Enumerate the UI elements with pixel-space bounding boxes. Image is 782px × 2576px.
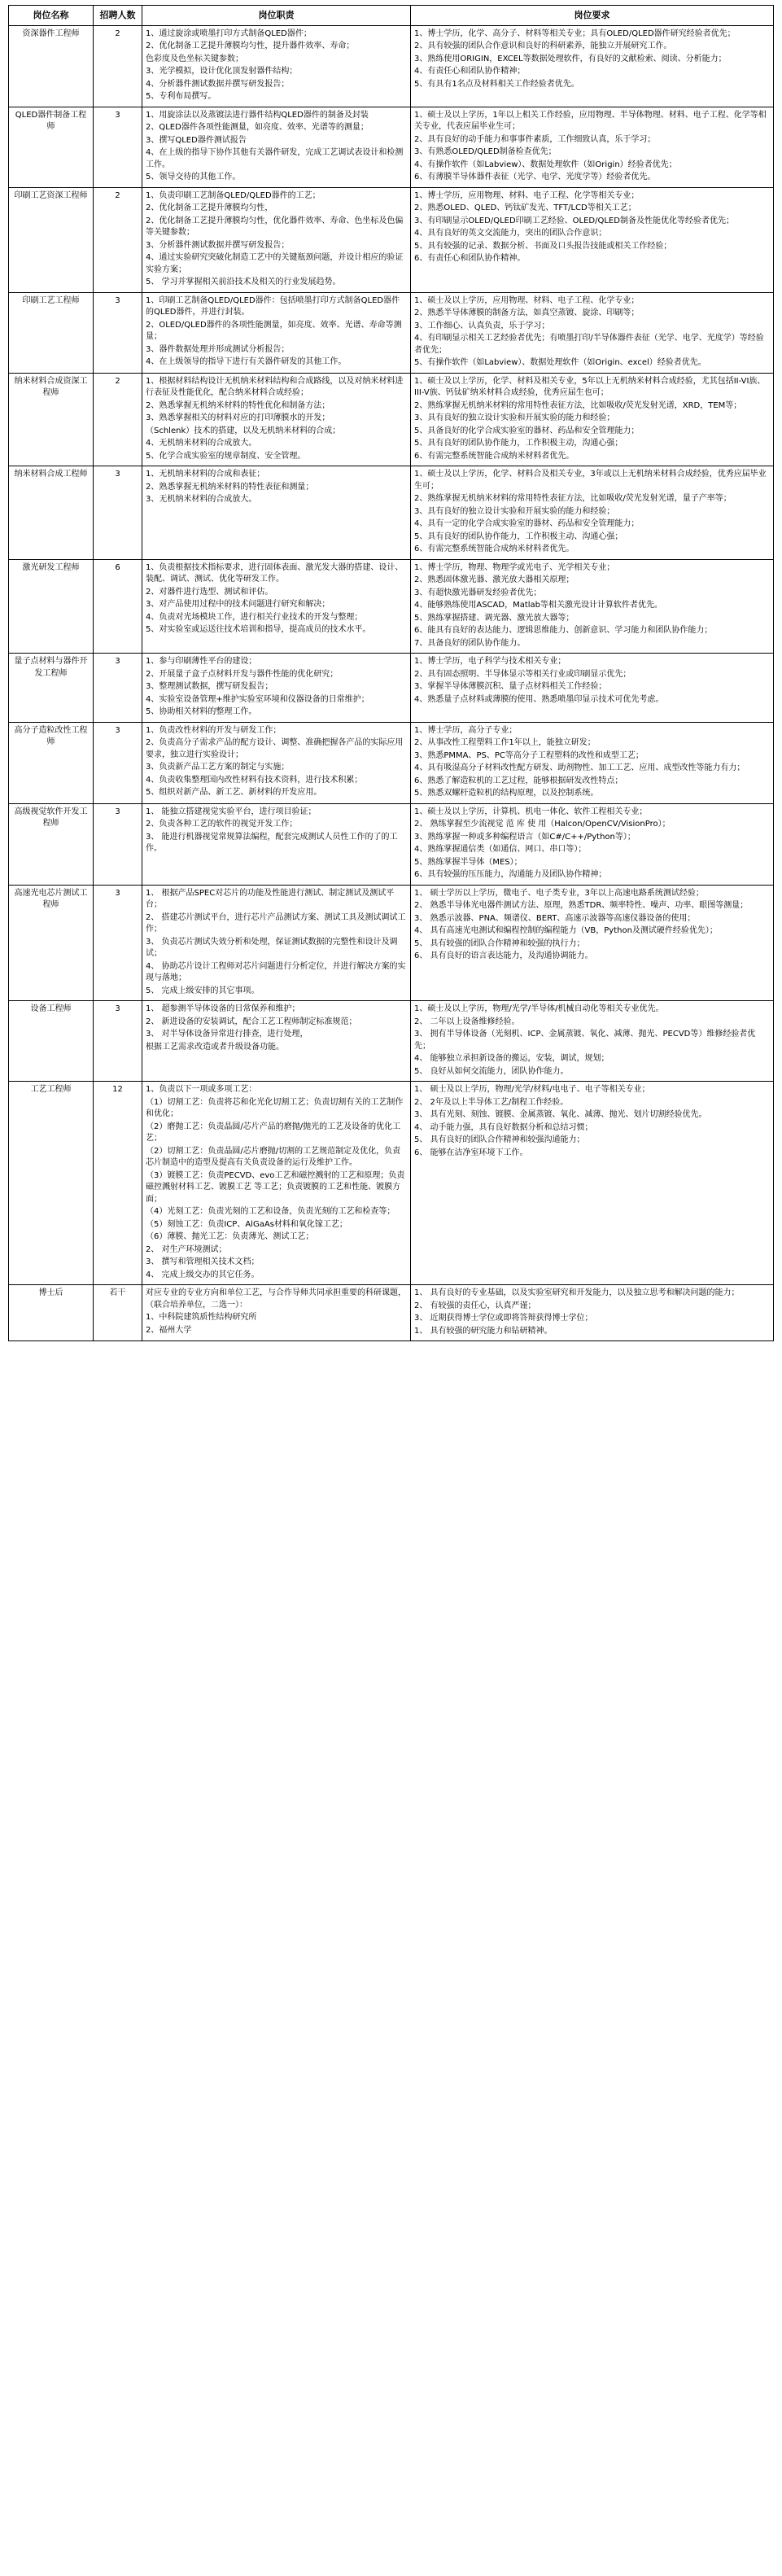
duties-cell-item: 5、对实验室或运送往技术培训和指导，提高成员的技术水平。 [146,625,371,635]
requirements-cell-item: 4、 能够独立承担新设备的搬运，安装，调试，规划； [414,1054,609,1064]
header-requirements: 岗位要求 [411,6,774,26]
duties-cell-item: 3、熟悉掌握相关的材料对应的打印薄膜水的开发； [146,413,330,423]
requirements-cell-item: 4、具有吸湿高分子材料改性配方研发、助剂物性、加工工艺、应用、成型改性等能力有力； [414,763,745,773]
table-row [9,722,774,803]
requirements-cell-item: 2、从事改性工程塑料工作1年以上，能独立研发； [414,738,596,748]
headcount-cell: 2 [94,187,142,292]
requirements-cell-item: 2、具有较强的团队合作意识和良好的科研素养，能独立开展研究工作。 [414,42,672,51]
duties-cell-item: 2、QLED器件各项性能测量，如亮度、效率、光谱等的测量； [146,123,369,133]
duties-cell-item: 4、负责收集整理国内改性材料有技术资料，进行技术积累； [146,775,363,785]
duties-cell-item: 色彩度及色坐标关键参数； [146,54,243,63]
duties-cell-item: 4、实验室设备管理+维护实验室环境和仪器设备的日常维护； [146,694,369,704]
requirements-cell-item: 2、 有较强的责任心，认真严谨； [414,1301,536,1310]
requirements-cell-item: 1、硕士及以上学历，化学、材料及相关专业，5年以上无机纳米材料合成经验，尤其包括II-VI族、III-V族、钙钛矿纳米材料合成经验，优秀应届生也可； [414,376,766,398]
duties-cell-item: 4、在上级的指导下协作其他有关器件研发，完成工艺调试表设计和检测工作。 [146,148,404,169]
requirements-cell-item: 1、硕士及以上学历，1年以上相关工作经验，应用物理、半导体物理、材料、电子工程、化学等相关专业，代表应届毕业生可； [414,110,767,132]
duties-cell-item: （3）镀膜工艺：负责PECVD、evo工艺和磁控溅射的工艺和原理；负责磁控溅射材料工艺、镀膜工艺 等工艺；负责镀膜的工艺和性能、镀膜方面； [146,1170,405,1204]
headcount-cell: 3 [94,1001,142,1082]
headcount-cell: 3 [94,107,142,187]
requirements-cell [411,1001,774,1082]
job-name-cell: 资深器件工程师 [9,25,94,107]
requirements-cell-item: 5、有操作软件（如Labview）、数据处理软件（如Origin、excel）经验者优先。 [414,358,706,368]
table-row [9,559,774,654]
requirements-cell-item: 5、具有良好的团队协作能力，工作积极主动，沟通心强； [414,439,623,448]
headcount-cell: 2 [94,373,142,466]
requirements-cell-item: 1、硕士及以上学历，化学、材料合及相关专业，3年或以上无机纳米材料合成经验，优秀应届毕业生可； [414,470,767,491]
requirements-cell-item: 2、 熟悉半导体光电器件测试方法、原理，熟悉TDR、频率特性、噪声、功率、眼图等测量； [414,901,749,911]
duties-cell-item: 1、负责以下一项或多项工艺： [146,1085,257,1095]
requirements-cell-item: 2、熟悉OLED、QLED、钙钛矿发光、TFT/LCD等相关工艺； [414,203,636,213]
job-name-cell: 印刷工艺资深工程师 [9,187,94,292]
duties-cell-item: 1、 根据产品SPEC对芯片的功能及性能进行测试、制定测试及测试平台； [146,888,395,910]
requirements-cell [411,1082,774,1285]
headcount-cell: 3 [94,885,142,1001]
table-header-row [9,6,774,26]
header-job-name: 岗位名称 [9,6,94,26]
requirements-cell-item: 3、熟练掌握一种或多种编程语言（如C#/C++/Python等）； [414,832,636,842]
requirements-cell-item: 1、 具有较强的研究能力和钻研精神。 [414,1326,553,1336]
table-row [9,292,774,373]
headcount-cell: 若干 [94,1285,142,1341]
requirements-cell-item: 3、具有良好的独立设计实验和开展实验的能力和经验； [414,413,615,423]
requirements-cell-item: 1、硕士及以上学历，物理/光学/半导体/机械自动化等相关专业优先。 [414,1004,664,1014]
table-row [9,654,774,723]
duties-cell-item: 1、无机纳米材料的合成和表征； [146,470,265,479]
requirements-cell [411,722,774,803]
requirements-cell-item: 3、 近期获得博士学位或即将答辩获得博士学位； [414,1314,593,1323]
duties-cell-item: 1、参与印刷薄性平台的建设； [146,657,257,667]
headcount-cell: 3 [94,292,142,373]
requirements-cell-item: 3、有超快激光器研发经验者优先； [414,588,542,597]
requirements-cell [411,187,774,292]
duties-cell-item: 2、负责高分子需求产品的配方设计、调整、准确把握各产品的实际应用要求，独立进行实验设计； [146,738,404,759]
duties-cell [142,466,411,560]
duties-cell-item: 1、负责印刷工艺制备QLED/QLED器件的工艺； [146,190,321,200]
duties-cell-item: 2、 搭建芯片测试平台，进行芯片产品测试方案、测试工具及测试调试工作； [146,912,406,934]
requirements-cell-item: 6、有薄膜半导体器件表征（光学、电学、光度学等）经验者优先。 [414,173,656,182]
duties-cell-item: （2）切割工艺：负责晶圆/芯片磨抛/切割的工艺规范制定及优化，负责芯片制造中的造型及提高有关负责设备的运行及维护工作。 [146,1146,401,1168]
requirements-cell-item: 1、硕士及以上学历，计算机、机电一体化、软件工程相关专业； [414,807,648,816]
requirements-cell [411,25,774,107]
requirements-cell-item: 6、有需完整系统智能合成纳米材料者优先。 [414,545,574,554]
requirements-cell [411,803,774,885]
table-row [9,1082,774,1285]
duties-cell [142,722,411,803]
duties-cell-item: 3、分析器件测试数据并撰写研发报告； [146,240,290,250]
duties-cell-item: 1、负责改性材料的开发与研发工作； [146,725,282,735]
requirements-cell-item: 3、工作细心、认真负责，乐于学习； [414,321,550,330]
duties-cell [142,803,411,885]
duties-cell-item: 5、专利布局撰写。 [146,92,216,102]
requirements-cell-item: 3、熟悉PMMA、PS、PC等高分子工程塑料的改性和成型工艺； [414,750,644,760]
requirements-cell [411,1285,774,1341]
job-name-cell: 量子点材料与器件开发工程师 [9,654,94,723]
requirements-cell-item: 2、熟悉半导体薄膜的制备方法，如真空蒸镀、旋涂、印刷等； [414,308,640,318]
duties-cell-item: 3、 负责芯片测试失效分析和处理，保证测试数据的完整性和设计及调试； [146,937,398,959]
requirements-cell-item: 4、熟悉量子点材料或薄膜的使用、熟悉喷墨印显示技术可优先考虑。 [414,694,664,704]
duties-cell-item: 2、负责各种工艺的软件的视觉开发工作； [146,820,298,829]
requirements-cell-item: 5、具有良好的团队协作能力，工作积极主动、沟通心强； [414,531,623,541]
duties-cell-item: 3、整理测试数据，撰写研发报告； [146,682,273,692]
requirements-cell-item: 4、具有一定的化学合成实验室的器材、药品和安全管理能力； [414,519,640,529]
requirements-cell-item: 3、有熟悉OLED/QLED制备检查优先； [414,147,557,157]
duties-cell-item: 2、对器件进行选型、测试和评估。 [146,587,273,597]
requirements-cell [411,654,774,723]
duties-cell-item: 3、撰写QLED器件测试报告 [146,135,247,145]
requirements-cell-item: 5、熟练掌握搭建、调光器、激光放大器等； [414,613,574,623]
duties-cell-item: （5）刻蚀工艺：负责ICP、AlGaAs材料和氧化镓工艺； [146,1219,347,1229]
job-name-cell: 设备工程师 [9,1001,94,1082]
requirements-cell-item: 6、有责任心和团队协作精神。 [414,254,526,264]
header-headcount: 招聘人数 [94,6,142,26]
duties-cell-item: 3、对产品使用过程中的技术问题进行研究和解决； [146,600,330,610]
table-row [9,1285,774,1341]
table-row [9,803,774,885]
requirements-cell-item: 3、熟练使用ORIGIN，EXCEL等数据处理软件，有良好的文献检索、阅读、分析能力； [414,54,727,63]
duties-cell-item: 1、 超参测半导体设备的日常保养和维护； [146,1004,300,1014]
headcount-cell: 3 [94,803,142,885]
duties-cell-item: 1、中科院建筑质性结构研究所 [146,1313,257,1323]
duties-cell-item: （1）切割工艺：负责将芯和化光化切割工艺；负责切割有关的工艺制作和优化； [146,1097,404,1119]
duties-cell-item: 2、 对生产环境测试； [146,1244,227,1254]
duties-cell-item: （6）薄膜、抛光工艺：负责薄光、测试工艺； [146,1232,314,1242]
requirements-cell [411,292,774,373]
duties-cell-item: 1、负责根据技术指标要求，进行固体表面、激光发大器的搭建、设计、装配、调试、测试、优化等研发工作。 [146,562,404,584]
requirements-cell [411,373,774,466]
requirements-cell-item: 4、能够熟练使用ASCAD，Matlab等相关激光设计计算软件者优先。 [414,601,663,610]
duties-cell [142,885,411,1001]
requirements-cell-item: 5、 具有良好的团队合作精神和较强沟通能力； [414,1135,585,1145]
requirements-cell-item: 2、具有良好的动手能力和事事件素质，工作细致认真，乐于学习； [414,134,656,144]
duties-cell-item: 3、负责新产品工艺方案的制定与实施； [146,763,290,772]
table-row [9,373,774,466]
requirements-cell-item: 5、 具有较强的团队合作精神和较强的执行力； [414,938,585,948]
job-name-cell: 工艺工程师 [9,1082,94,1285]
requirements-cell-item: 6、能具有良好的表达能力、逻辑思维能力、创新意识、学习能力和团队协作能力； [414,626,713,636]
headcount-cell: 3 [94,722,142,803]
duties-cell [142,1001,411,1082]
headcount-cell: 3 [94,654,142,723]
duties-cell [142,1285,411,1341]
duties-cell-item: 4、 协助芯片设计工程师对芯片问题进行分析定位，并进行解决方案的实现与落地； [146,961,406,983]
duties-cell-item: （4）光刻工艺：负责光刻的工艺和设备，负责光刻的工艺和检查等； [146,1207,395,1217]
requirements-cell-item: 2、 熟练掌握至少流视觉 范 库 使 用（Halcon/OpenCV/VisionPro）； [414,820,671,829]
requirements-cell-item: 6、熟悉了解造粒机的工艺过程，能够根据研发改性特点； [414,776,623,785]
duties-cell-item: 2、熟悉掌握无机纳米材料的特性优化和制备方法； [146,400,330,410]
requirements-cell-item: 3、 熟悉示波器、PNA、频谱仪、BERT、高速示波器等高速仪器设备的使用； [414,913,696,923]
requirements-cell-item: 5、熟练掌握半导体（MES）； [414,857,522,867]
requirements-cell-item: 3、 拥有半导体设备（光刻机、ICP、金属蒸镀、氧化、减薄、抛光、PECVD等）维修经验者优先； [414,1030,756,1051]
job-name-cell: QLED器件制备工程师 [9,107,94,187]
duties-cell-item: （2）磨抛工艺：负责晶圆/芯片产品的磨抛/抛光的工艺及设备的优化工艺； [146,1122,401,1144]
requirements-cell-item: 5、有具有1名点及材料相关工作经验者优先。 [414,79,579,89]
job-name-cell: 高级视觉软件开发工程师 [9,803,94,885]
requirements-cell-item: 2、熟悉固体激光器、激光放大器相关原理； [414,575,574,585]
duties-cell [142,654,411,723]
requirements-cell-item: 3、掌握半导体薄膜沉积、量子点材料相关工作经验； [414,682,607,692]
duties-cell-item: 1、根据材料结构设计无机纳米材料结构和合成路线，以及对纳米材料进行表征及性能优化，配合纳米材料合成经验； [146,376,404,398]
requirements-cell-item: 4、有责任心和团队协作精神； [414,67,526,77]
duties-cell-item: 3、 能进行机器视觉常规算法编程，配套完成测试人员性工作的了的工作。 [146,832,398,854]
headcount-cell: 12 [94,1082,142,1285]
duties-cell-item: 2、开展量子盒子点材料开发与器件性能的优化研究； [146,669,339,679]
requirements-cell [411,466,774,560]
duties-cell-item: 2、福州大学 [146,1325,192,1335]
duties-cell-item: 2、优化制备工艺提升薄膜均匀性，提升器件效率、寿命； [146,42,355,51]
duties-cell-item: 5、领导交待的其他工作。 [146,173,241,182]
table-row [9,466,774,560]
duties-cell-item: 1、 能独立搭建视觉实验平台，进行项目验证； [146,807,317,816]
requirements-cell-item: 2、具有固态照明、半导体显示等相关行业或印刷显示优先； [414,669,631,679]
headcount-cell: 6 [94,559,142,654]
requirements-cell-item: 3、具有良好的独立设计实验和开展实验的能力和经验； [414,506,615,516]
duties-cell-item: 2、熟悉掌握无机纳米材料的特性表征和测量； [146,482,314,492]
requirements-cell-item: 6、有需完整系统智能合成纳米材料者优先。 [414,451,574,461]
requirements-cell-item: 1、 硕士学历以上学历，微电子、电子类专业，3年以上高速电路系统测试经验； [414,888,704,898]
duties-cell [142,187,411,292]
requirements-cell-item: 1、博士学历，应用物理、材料、电子工程、化学等相关专业； [414,190,640,200]
duties-cell-item: 1、用旋涂法以及蒸镀法进行器件结构QLED器件的制备及封装 [146,110,369,120]
job-name-cell: 纳米材料合成工程师 [9,466,94,560]
requirements-cell-item: 4、有操作软件（如Labview）、数据处理软件（如Origin）经验者优先； [414,160,677,169]
duties-cell-item: 4、分析器件测试数据并撰写研发报告； [146,79,290,89]
requirements-cell-item: 5、 良好从如何交流能力，团队协作能力。 [414,1066,569,1076]
duties-cell-item: 3、器件数据处理并形成测试分析报告； [146,344,290,354]
duties-cell-item: 根据工艺需求改造或者升级设备功能。 [146,1042,284,1052]
requirements-cell-item: 7、具备良好的团队协作能力。 [414,638,526,648]
requirements-cell-item: 6、具有较强的压压能力，沟通能力及团队协作精神； [414,870,607,880]
duties-cell-item: 4、无机纳米材料的合成放大。 [146,439,257,448]
requirements-cell-item: 6、 具有良好的语言表达能力，及沟通协调能力。 [414,951,593,961]
duties-cell-item: 5、协助相关材料的整理工作。 [146,707,257,717]
duties-cell-item: 3、 对半导体设备异常进行排查，进行处理， [146,1030,308,1039]
requirements-cell-item: 6、 能够在洁净室环境下工作。 [414,1148,528,1157]
requirements-cell-item: 5、具有较强的记录、数据分析、书面及口头报告技能或相关工作经验； [414,241,672,251]
duties-cell-item: 5、化学合成实验室的规章制度、安全管理。 [146,451,306,461]
requirements-cell-item: 1、 硕士及以上学历，物理/光学/材料/电电子、电子等相关专业； [414,1085,650,1095]
requirements-cell-item: 1、硕士及以上学历，应用物理、材料、电子工程、化学专业； [414,295,640,305]
duties-cell [142,373,411,466]
duties-cell [142,1082,411,1285]
requirements-cell-item: 1、博士学历，电子科学与技术相关专业； [414,657,566,667]
duties-cell-item: 4、 完成上级交办的其它任务。 [146,1270,260,1279]
duties-cell [142,292,411,373]
requirements-cell-item: 5、具备良好的化学合成实验室的器材、药品和安全管理能力； [414,426,640,435]
duties-cell-item: （Schlenk）技术的搭建，以及无机纳米材料的合成； [146,426,341,435]
job-name-cell: 高速光电芯片测试工程师 [9,885,94,1001]
jobs-table [8,5,774,1341]
job-name-cell: 高分子造粒改性工程师 [9,722,94,803]
requirements-cell-item: 4、 具有高速光电测试和编程控制的编程能力（VB，Python及测试硬件经验优先）； [414,926,718,936]
requirements-cell-item: 1、博士学历，化学、高分子、材料等相关专业；具有OLED/QLED器件研究经验者优先； [414,28,736,38]
duties-cell [142,25,411,107]
requirements-cell-item: 4、有印刷显示相关工艺经验者优先；有喷墨打印/半导体器件表征（光学、电学、光度学）等经验者优先； [414,334,764,355]
requirements-cell [411,885,774,1001]
requirements-cell-item: 1、 具有良好的专业基础，以及实验室研究和开发能力，以及独立思考和解决问题的能力； [414,1288,740,1298]
headcount-cell: 2 [94,25,142,107]
duties-cell-item: 5、 完成上级安排的其它事项。 [146,986,260,995]
requirements-cell-item: 3、 具有光刻、刻蚀、镀膜、金属蒸镀、氧化、减薄、抛光、划片切割经验优先。 [414,1110,707,1120]
job-name-cell: 博士后 [9,1285,94,1341]
job-name-cell: 激光研发工程师 [9,559,94,654]
duties-cell-item: 5、组织对新产品、新工艺、新材料的开发应用。 [146,788,322,798]
duties-cell-item: 4、通过实验研究突破化制造工艺中的关键瓶颈问题，并设计相应的验证实验方案； [146,253,404,274]
duties-cell [142,107,411,187]
requirements-cell-item: 2、熟练掌握无机纳米材料的常用特性表征方法，比如吸收/荧光发射光谱，XRD，TEM等； [414,400,742,410]
table-row [9,885,774,1001]
job-posting-page [0,5,782,2576]
table-row [9,1001,774,1082]
requirements-cell-item: 3、有印刷显示OLED/QLED印刷工艺经验、OLED/QLED制备及性能优化等经验者优先； [414,216,734,225]
jobs-table-body [9,25,774,1341]
duties-cell-item: 5、 学习并掌握相关前沿技术及相关的行业发展趋势。 [146,278,341,287]
requirements-cell-item: 5、熟悉双螺杆造粒机的结构原理，以及控制系统。 [414,789,599,798]
requirements-cell-item: 4、具有良好的英文交流能力，突出的团队合作意识； [414,229,607,238]
duties-cell-item: 4、在上级领导的指导下进行有关器件研发的其他工作。 [146,357,347,367]
duties-cell-item: 2、优化制备工艺提升薄膜均匀性， [146,203,273,213]
requirements-cell [411,559,774,654]
job-name-cell: 印刷工艺工程师 [9,292,94,373]
requirements-cell-item: 1、博士学历，物理、物理学或光电子、光学相关专业； [414,562,615,572]
header-duties: 岗位职责 [142,6,411,26]
table-row [9,187,774,292]
job-name-cell: 纳米材料合成资深工程师 [9,373,94,466]
headcount-cell: 3 [94,466,142,560]
requirements-cell-item: 4、 动手能力强，具有良好数据分析和总结习惯； [414,1122,593,1132]
table-row [9,107,774,187]
requirements-cell-item: 2、 2年及以上半导体工艺/制程工作经验。 [414,1097,569,1107]
requirements-cell [411,107,774,187]
duties-cell-item: 2、OLED/QLED器件的各项性能测量，如亮度、效率、光谱、寿命等测量； [146,320,402,342]
requirements-cell-item: 4、熟练掌握通信类（如通信、网口、串口等）； [414,845,587,855]
duties-cell-item: 3、光学模拟，设计优化顶发射器件结构； [146,67,298,77]
table-row [9,25,774,107]
duties-cell-item: 4、负责对光场模块工作，进行相关行业技术的开发与整理； [146,612,363,622]
requirements-cell-item: 1、博士学历，高分子专业； [414,725,518,735]
duties-cell-item: 2、优化制备工艺提升薄膜均匀性，优化器件效率、寿命、色坐标及色偏等关键参数； [146,216,404,238]
duties-cell-item: 3、无机纳米材料的合成放大。 [146,495,257,505]
requirements-cell-item: 2、熟练掌握无机纳米材料的常用特性表征方法，比如吸收/荧光发射光谱，量子产率等； [414,494,732,504]
duties-cell-item: 2、 新进设备的安装调试，配合工艺工程师制定标准规范； [146,1017,357,1026]
duties-cell-item: 对应专业的专业方向和单位工艺，与合作导师共同承担重要的科研课题，（联合培养单位，二选一）： [146,1288,406,1310]
duties-cell-item: 3、 撰写和管理相关技术文档； [146,1257,260,1267]
requirements-cell-item: 2、 二年以上设备维修经验。 [414,1017,520,1026]
duties-cell-item: 1、印刷工艺制备QLED/QLED器件：包括喷墨打印方式制备QLED器件的QLED器件，并进行封装。 [146,295,400,317]
duties-cell-item: 1、通过旋涂或喷墨打印方式制备QLED器件； [146,28,312,38]
duties-cell [142,559,411,654]
